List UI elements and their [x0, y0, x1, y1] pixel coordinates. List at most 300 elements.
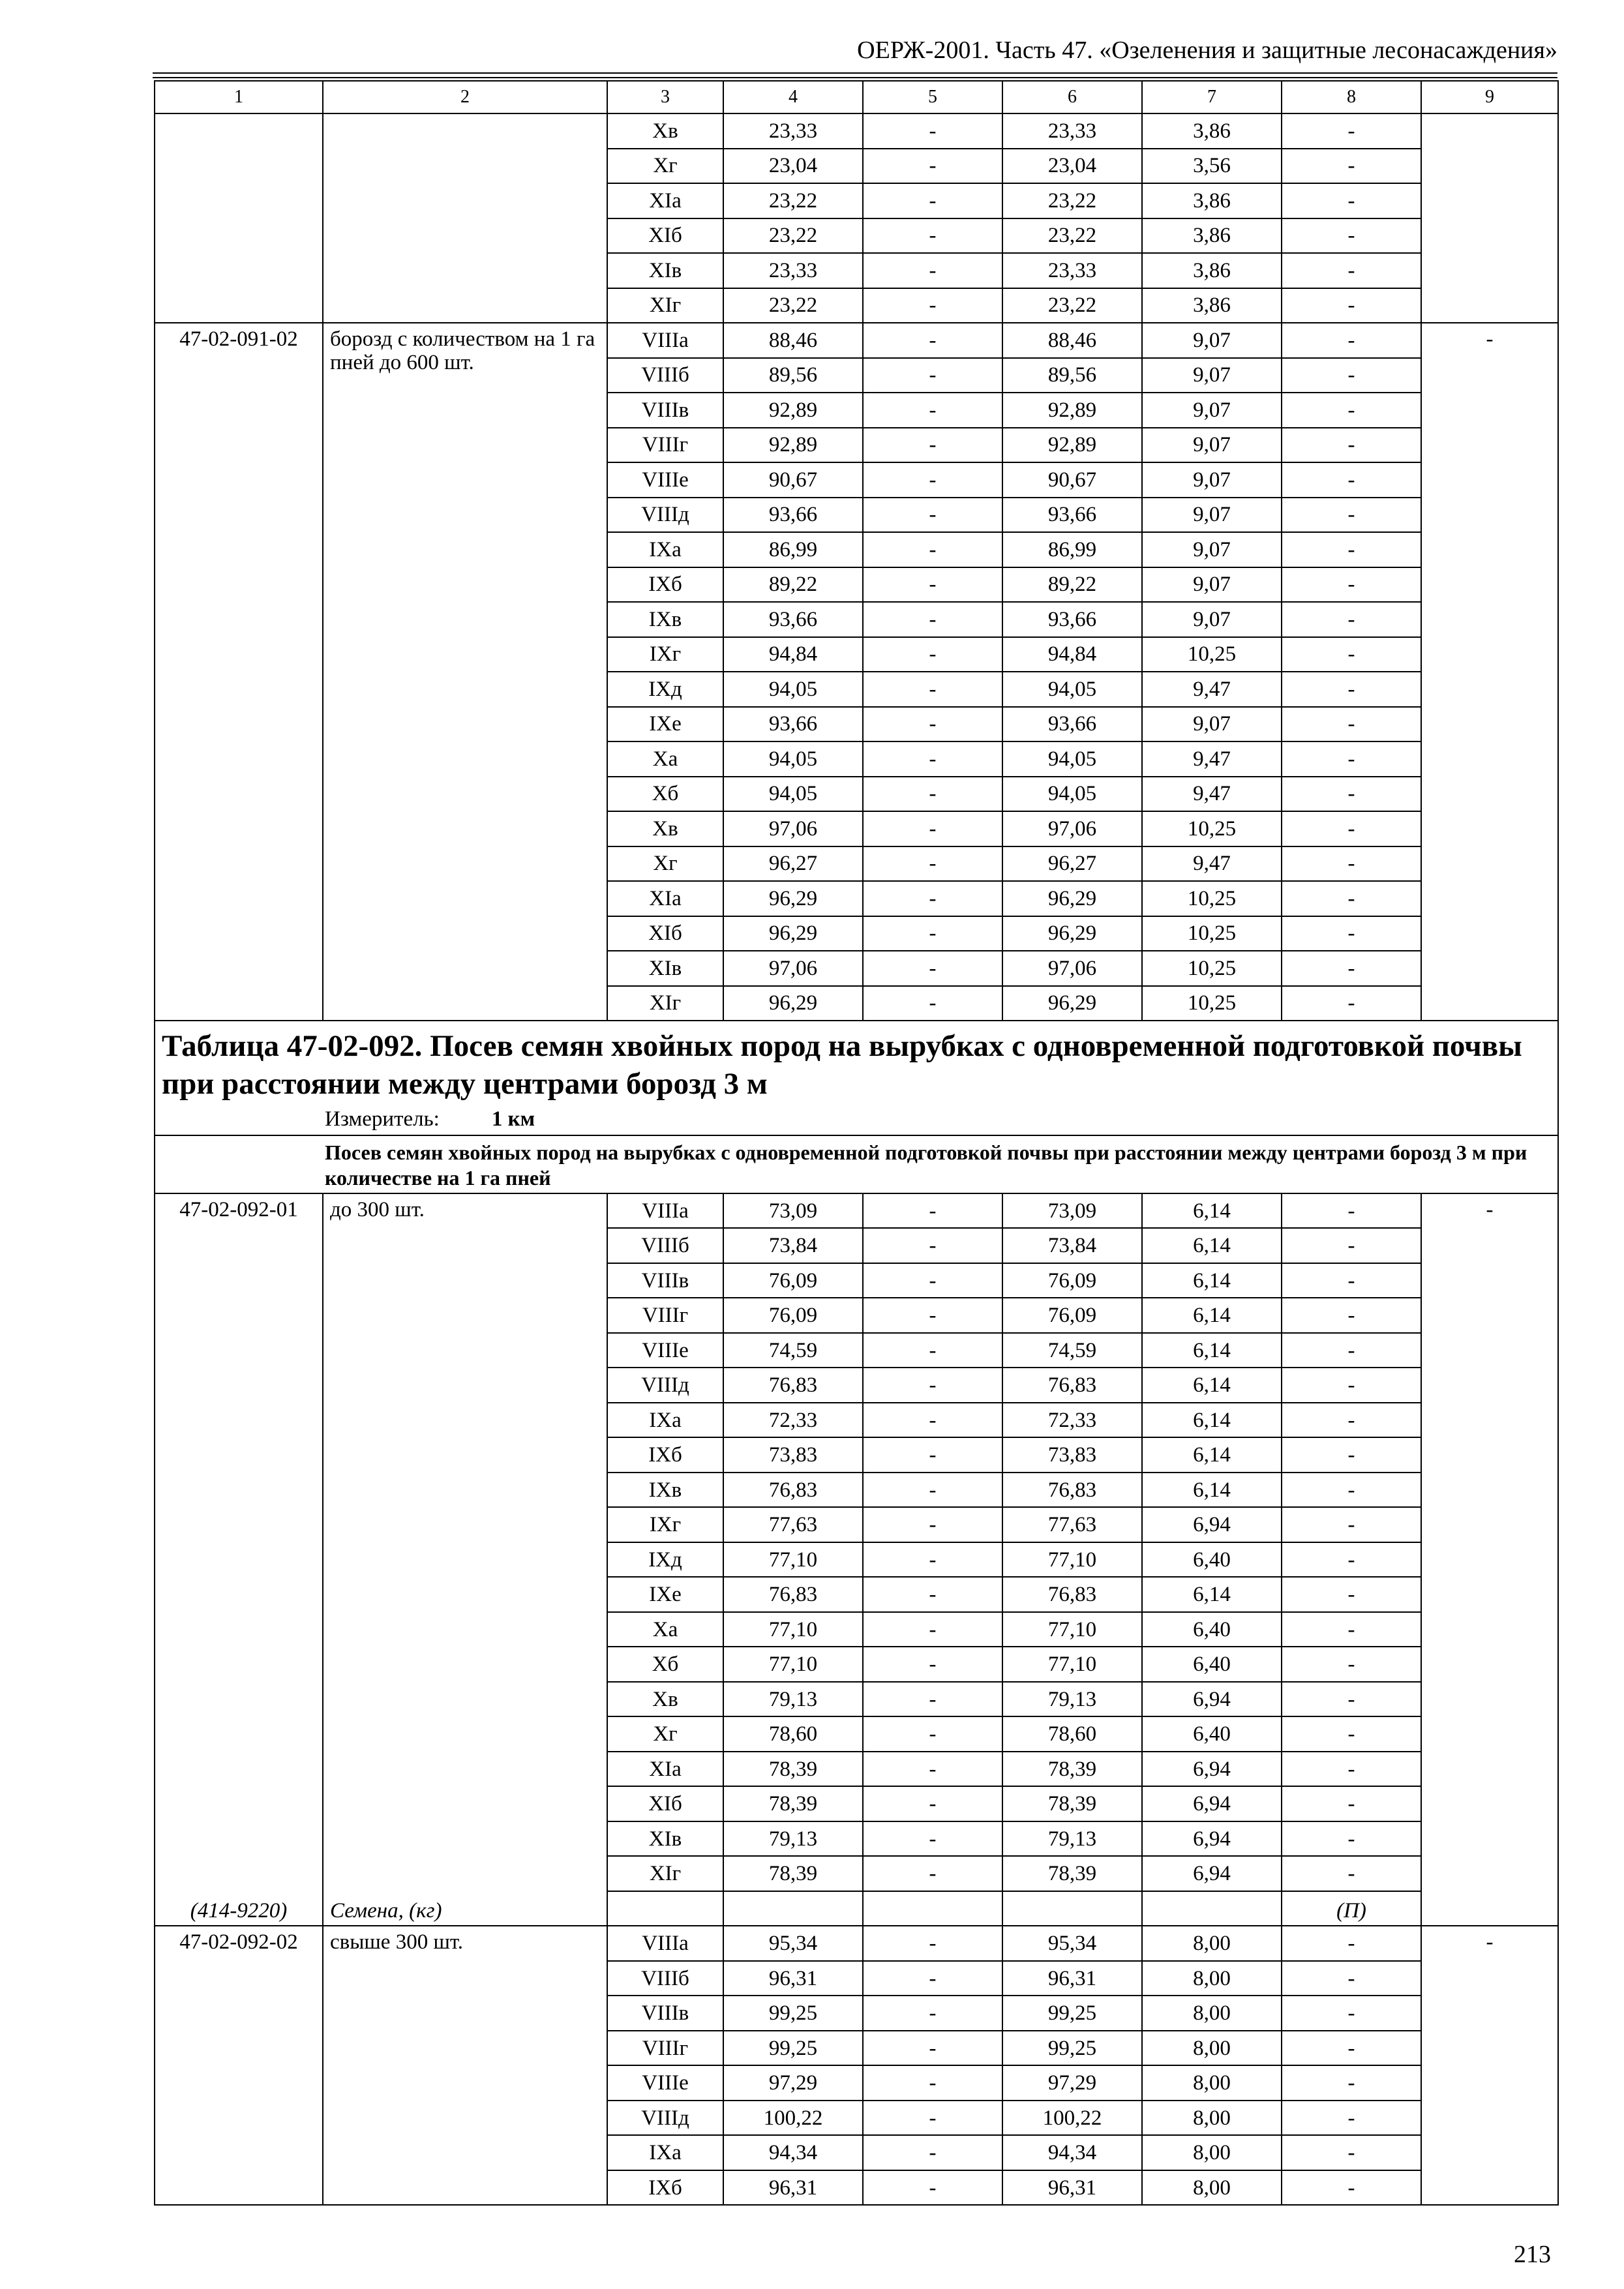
header-rule — [153, 77, 1557, 78]
value-cell: - — [863, 1961, 1002, 1996]
value-cell: 100,22 — [1002, 2101, 1142, 2136]
col9-cell — [1421, 113, 1558, 323]
value-cell: - — [863, 1403, 1002, 1438]
table-row — [155, 323, 1558, 358]
value-cell: - — [863, 498, 1002, 533]
value-cell: 10,25 — [1142, 951, 1282, 986]
material-name: Семена, (кг) — [330, 1899, 442, 1923]
value-cell: 8,00 — [1142, 2101, 1282, 2136]
value-cell: 6,40 — [1142, 1716, 1282, 1752]
value-cell: 9,07 — [1142, 323, 1282, 358]
value-cell: 76,83 — [723, 1473, 863, 1508]
table-row — [155, 113, 1558, 149]
value-cell: - — [1282, 1333, 1421, 1368]
value-cell: 9,07 — [1142, 532, 1282, 567]
table-row — [155, 1926, 1558, 1961]
value-cell: - — [1282, 393, 1421, 428]
table-row — [155, 1193, 1558, 1229]
value-cell: - — [1282, 672, 1421, 707]
zone-cell: Хб — [607, 777, 723, 812]
value-cell: - — [863, 811, 1002, 846]
value-cell: - — [1282, 1368, 1421, 1403]
value-cell: - — [1282, 1647, 1421, 1682]
value-cell: - — [863, 532, 1002, 567]
value-cell: 10,25 — [1142, 986, 1282, 1021]
measure-line — [162, 1106, 1551, 1133]
value-cell: 23,33 — [723, 253, 863, 288]
value-cell: 79,13 — [723, 1821, 863, 1857]
value-cell: - — [1282, 323, 1421, 358]
value-cell: - — [863, 2101, 1002, 2136]
value-cell: - — [1282, 2135, 1421, 2170]
value-cell: - — [863, 1437, 1002, 1473]
value-cell: 76,09 — [1002, 1298, 1142, 1333]
value-cell: - — [1282, 777, 1421, 812]
value-cell: 10,25 — [1142, 637, 1282, 672]
zone-cell: IХе — [607, 707, 723, 742]
value-cell: 92,89 — [1002, 428, 1142, 463]
value-cell: - — [863, 358, 1002, 393]
value-cell: - — [1282, 741, 1421, 777]
value-cell: 8,00 — [1142, 2065, 1282, 2101]
value-cell: - — [1282, 1193, 1421, 1229]
value-cell: - — [863, 183, 1002, 218]
value-cell: 23,22 — [723, 183, 863, 218]
value-cell: 76,83 — [723, 1577, 863, 1612]
zone-cell: ХIг — [607, 1856, 723, 1891]
value-cell: 9,07 — [1142, 498, 1282, 533]
value-cell: 94,34 — [723, 2135, 863, 2170]
zone-cell: IХд — [607, 1542, 723, 1578]
zone-cell: VIIIа — [607, 1926, 723, 1961]
rate-description: свыше 300 шт. — [323, 1926, 607, 2205]
zone-cell: Ха — [607, 741, 723, 777]
value-cell: - — [1282, 1437, 1421, 1473]
value-cell: 3,86 — [1142, 113, 1282, 149]
value-cell: - — [863, 916, 1002, 951]
value-cell: 97,29 — [723, 2065, 863, 2101]
value-cell: 8,00 — [1142, 2170, 1282, 2206]
value-cell: 23,22 — [723, 288, 863, 323]
value-cell: 79,13 — [1002, 1682, 1142, 1717]
value-cell: 76,83 — [1002, 1473, 1142, 1508]
value-cell: 78,39 — [1002, 1856, 1142, 1891]
value-cell — [1142, 1891, 1282, 1926]
column-numbers-row — [155, 81, 1558, 113]
value-cell: - — [863, 1193, 1002, 1229]
value-cell: 9,07 — [1142, 428, 1282, 463]
value-cell: 96,31 — [1002, 2170, 1142, 2206]
section-desc-row — [155, 1135, 1558, 1193]
zone-cell: IХг — [607, 1507, 723, 1542]
value-cell: 72,33 — [723, 1403, 863, 1438]
value-cell: 76,09 — [723, 1263, 863, 1298]
value-cell: - — [863, 323, 1002, 358]
value-cell: 6,14 — [1142, 1577, 1282, 1612]
value-cell: - — [863, 428, 1002, 463]
value-cell: 96,31 — [1002, 1961, 1142, 1996]
value-cell: - — [863, 2170, 1002, 2206]
value-cell: - — [863, 1368, 1002, 1403]
value-cell: - — [863, 672, 1002, 707]
value-cell: 92,89 — [723, 428, 863, 463]
value-cell: - — [863, 1542, 1002, 1578]
value-cell: - — [863, 1507, 1002, 1542]
value-cell: 86,99 — [723, 532, 863, 567]
value-cell: 9,07 — [1142, 707, 1282, 742]
value-cell: - — [1282, 1961, 1421, 1996]
zone-cell: VIIIг — [607, 2031, 723, 2066]
zone-cell: Хб — [607, 1647, 723, 1682]
value-cell: 90,67 — [723, 462, 863, 498]
value-cell: - — [863, 777, 1002, 812]
zone-cell: IХа — [607, 2135, 723, 2170]
value-cell: 9,47 — [1142, 672, 1282, 707]
value-cell: 94,05 — [1002, 777, 1142, 812]
value-cell: 99,25 — [1002, 1996, 1142, 2031]
value-cell: - — [1282, 462, 1421, 498]
zone-cell: ХIв — [607, 1821, 723, 1857]
header-rule — [153, 72, 1557, 74]
col-number: 3 — [607, 81, 723, 113]
value-cell: 78,39 — [723, 1752, 863, 1787]
value-cell: 79,13 — [1002, 1821, 1142, 1857]
value-cell: 89,22 — [1002, 567, 1142, 603]
zone-cell: VIIIг — [607, 428, 723, 463]
value-cell: - — [863, 113, 1002, 149]
zone-cell: ХIв — [607, 951, 723, 986]
value-cell: 95,34 — [723, 1926, 863, 1961]
value-cell: 8,00 — [1142, 1926, 1282, 1961]
value-cell: - — [1282, 1996, 1421, 2031]
value-cell: 96,29 — [1002, 881, 1142, 916]
value-cell: 6,94 — [1142, 1507, 1282, 1542]
value-cell: 77,63 — [723, 1507, 863, 1542]
value-cell: - — [1282, 602, 1421, 637]
zone-cell: IХб — [607, 1437, 723, 1473]
value-cell: 96,29 — [1002, 986, 1142, 1021]
value-cell: - — [1282, 567, 1421, 603]
value-cell: 94,34 — [1002, 2135, 1142, 2170]
value-cell: 8,00 — [1142, 2031, 1282, 2066]
value-cell: - — [1282, 1473, 1421, 1508]
value-cell: 23,22 — [723, 218, 863, 254]
value-cell: - — [863, 253, 1002, 288]
value-cell: - — [863, 2031, 1002, 2066]
value-cell: 100,22 — [723, 2101, 863, 2136]
zone-cell: VIIIд — [607, 498, 723, 533]
rate-code: 47-02-092-02 — [155, 1926, 323, 2205]
zone-cell: ХIа — [607, 881, 723, 916]
value-cell: 3,86 — [1142, 218, 1282, 254]
value-cell: 77,10 — [723, 1647, 863, 1682]
value-cell: 79,13 — [723, 1682, 863, 1717]
value-cell: 3,56 — [1142, 149, 1282, 184]
value-cell: 92,89 — [1002, 393, 1142, 428]
value-cell: 9,07 — [1142, 393, 1282, 428]
value-cell: 94,05 — [1002, 741, 1142, 777]
value-cell: 6,14 — [1142, 1263, 1282, 1298]
value-cell: - — [863, 1647, 1002, 1682]
value-cell: - — [1282, 707, 1421, 742]
value-cell: 94,05 — [723, 672, 863, 707]
value-cell: - — [863, 2065, 1002, 2101]
zone-cell: IХв — [607, 602, 723, 637]
zone-cell: IХе — [607, 1577, 723, 1612]
rate-description — [323, 113, 607, 323]
value-cell: 10,25 — [1142, 881, 1282, 916]
value-cell: 6,14 — [1142, 1437, 1282, 1473]
value-cell: - — [863, 602, 1002, 637]
zone-cell: VIIIа — [607, 1193, 723, 1229]
value-cell: 97,06 — [723, 951, 863, 986]
value-cell: 89,56 — [723, 358, 863, 393]
value-cell: 10,25 — [1142, 811, 1282, 846]
value-cell: 73,84 — [723, 1228, 863, 1263]
material-unit: (П) — [1282, 1891, 1421, 1926]
value-cell: 77,10 — [723, 1612, 863, 1647]
value-cell: 96,29 — [723, 881, 863, 916]
zone-cell: IХв — [607, 1473, 723, 1508]
value-cell: 86,99 — [1002, 532, 1142, 567]
value-cell: - — [1282, 1263, 1421, 1298]
rates-table — [154, 80, 1559, 2206]
col9-cell: - — [1421, 323, 1558, 1021]
value-cell: - — [863, 1263, 1002, 1298]
zone-cell: ХIа — [607, 183, 723, 218]
zone-cell: IХа — [607, 1403, 723, 1438]
col-number: 6 — [1002, 81, 1142, 113]
value-cell: - — [1282, 986, 1421, 1021]
zone-cell: IХа — [607, 532, 723, 567]
zone-cell: Хв — [607, 811, 723, 846]
running-title: ОЕРЖ-2001. Часть 47. «Озеленения и защитные лесонасаждения» — [857, 37, 1557, 64]
zone-cell: Хг — [607, 846, 723, 882]
value-cell: 78,39 — [723, 1786, 863, 1821]
value-cell: - — [863, 567, 1002, 603]
rate-code: 47-02-092-01 — [179, 1197, 298, 1221]
value-cell: - — [1282, 358, 1421, 393]
value-cell: - — [863, 707, 1002, 742]
value-cell: 23,22 — [1002, 288, 1142, 323]
value-cell: - — [1282, 1228, 1421, 1263]
value-cell: - — [1282, 1821, 1421, 1857]
value-cell: - — [1282, 951, 1421, 986]
value-cell: 23,33 — [1002, 113, 1142, 149]
col-number: 5 — [863, 81, 1002, 113]
value-cell: - — [1282, 253, 1421, 288]
value-cell: - — [1282, 1507, 1421, 1542]
value-cell: 78,39 — [1002, 1752, 1142, 1787]
value-cell: - — [863, 1752, 1002, 1787]
value-cell: 6,14 — [1142, 1473, 1282, 1508]
value-cell: 77,10 — [723, 1542, 863, 1578]
value-cell: - — [863, 1996, 1002, 2031]
value-cell: - — [863, 1926, 1002, 1961]
value-cell: - — [1282, 1716, 1421, 1752]
value-cell: 89,56 — [1002, 358, 1142, 393]
value-cell: - — [1282, 881, 1421, 916]
zone-cell: ХIг — [607, 288, 723, 323]
col-number: 8 — [1282, 81, 1421, 113]
value-cell: 88,46 — [1002, 323, 1142, 358]
zone-cell: Хг — [607, 149, 723, 184]
value-cell: 6,40 — [1142, 1542, 1282, 1578]
value-cell — [723, 1891, 863, 1926]
value-cell: 9,07 — [1142, 602, 1282, 637]
zone-cell: ХIб — [607, 218, 723, 254]
value-cell: - — [863, 462, 1002, 498]
value-cell: 96,29 — [723, 986, 863, 1021]
value-cell: 77,10 — [1002, 1647, 1142, 1682]
zone-cell: IХд — [607, 672, 723, 707]
value-cell: - — [863, 1786, 1002, 1821]
value-cell: 77,63 — [1002, 1507, 1142, 1542]
value-cell: 97,06 — [1002, 951, 1142, 986]
value-cell: 23,22 — [1002, 218, 1142, 254]
value-cell: - — [1282, 811, 1421, 846]
value-cell: - — [863, 1682, 1002, 1717]
zone-cell: VIIIб — [607, 1961, 723, 1996]
rate-description: до 300 шт. — [330, 1197, 425, 1221]
value-cell: - — [863, 2135, 1002, 2170]
value-cell: 23,33 — [723, 113, 863, 149]
value-cell: 6,14 — [1142, 1333, 1282, 1368]
value-cell: 72,33 — [1002, 1403, 1142, 1438]
value-cell: 99,25 — [1002, 2031, 1142, 2066]
value-cell: 23,04 — [1002, 149, 1142, 184]
value-cell: 6,94 — [1142, 1856, 1282, 1891]
value-cell — [1002, 1891, 1142, 1926]
value-cell: - — [863, 393, 1002, 428]
value-cell: 9,47 — [1142, 777, 1282, 812]
zone-cell: ХIб — [607, 916, 723, 951]
value-cell: - — [863, 637, 1002, 672]
value-cell: 92,89 — [723, 393, 863, 428]
value-cell: - — [1282, 532, 1421, 567]
value-cell: 94,05 — [1002, 672, 1142, 707]
zone-cell: VIIIд — [607, 1368, 723, 1403]
zone-cell: ХIб — [607, 1786, 723, 1821]
value-cell: - — [1282, 149, 1421, 184]
value-cell: - — [1282, 498, 1421, 533]
value-cell: 74,59 — [723, 1333, 863, 1368]
value-cell: 93,66 — [1002, 602, 1142, 637]
value-cell: 6,94 — [1142, 1821, 1282, 1857]
zone-cell: IХг — [607, 637, 723, 672]
table-title-row — [155, 1021, 1558, 1135]
value-cell: 93,66 — [723, 602, 863, 637]
value-cell: 77,10 — [1002, 1542, 1142, 1578]
value-cell: 10,25 — [1142, 916, 1282, 951]
value-cell: 73,83 — [723, 1437, 863, 1473]
value-cell: 96,29 — [723, 916, 863, 951]
zone-cell: ХIв — [607, 253, 723, 288]
value-cell: 6,14 — [1142, 1368, 1282, 1403]
rate-code — [155, 113, 323, 323]
zone-cell: VIIIа — [607, 323, 723, 358]
value-cell: - — [1282, 916, 1421, 951]
value-cell: 96,29 — [1002, 916, 1142, 951]
value-cell: 78,60 — [1002, 1716, 1142, 1752]
value-cell: 9,47 — [1142, 741, 1282, 777]
value-cell: 94,84 — [1002, 637, 1142, 672]
value-cell: 23,33 — [1002, 253, 1142, 288]
rate-code: 47-02-091-02 — [155, 323, 323, 1021]
value-cell: - — [863, 986, 1002, 1021]
value-cell: 8,00 — [1142, 1996, 1282, 2031]
value-cell: 6,14 — [1142, 1298, 1282, 1333]
value-cell: 73,09 — [1002, 1193, 1142, 1229]
value-cell: - — [1282, 846, 1421, 882]
value-cell — [607, 1891, 723, 1926]
measure-value: 1 км — [491, 1107, 535, 1131]
zone-cell: VIIIв — [607, 1263, 723, 1298]
value-cell: - — [863, 741, 1002, 777]
value-cell: - — [1282, 1752, 1421, 1787]
zone-cell: VIIIе — [607, 1333, 723, 1368]
value-cell: 96,31 — [723, 2170, 863, 2206]
value-cell: - — [863, 846, 1002, 882]
col-number: 7 — [1142, 81, 1282, 113]
value-cell: - — [1282, 1926, 1421, 1961]
value-cell: - — [863, 1473, 1002, 1508]
rate-description: борозд с количеством на 1 га пней до 600 шт. — [323, 323, 607, 1021]
value-cell: 78,60 — [723, 1716, 863, 1752]
rate-description — [323, 1193, 607, 1926]
value-cell: 77,10 — [1002, 1612, 1142, 1647]
value-cell: 97,06 — [1002, 811, 1142, 846]
value-cell: 74,59 — [1002, 1333, 1142, 1368]
page-number: 213 — [1514, 2241, 1551, 2268]
zone-cell: VIIIд — [607, 2101, 723, 2136]
value-cell: - — [863, 881, 1002, 916]
value-cell: 9,07 — [1142, 567, 1282, 603]
value-cell: 6,14 — [1142, 1193, 1282, 1229]
value-cell — [863, 1891, 1002, 1926]
col-number: 4 — [723, 81, 863, 113]
value-cell: 95,34 — [1002, 1926, 1142, 1961]
value-cell: - — [863, 1612, 1002, 1647]
value-cell: - — [863, 1298, 1002, 1333]
value-cell: 94,05 — [723, 741, 863, 777]
value-cell: 76,83 — [1002, 1368, 1142, 1403]
value-cell: - — [1282, 1542, 1421, 1578]
value-cell: 96,27 — [723, 846, 863, 882]
table-title: Таблица 47-02-092. Посев семян хвойных пород на вырубках с одновременной подготовкой почвы при расстоянии между центрами борозд 3 м — [162, 1029, 1522, 1101]
value-cell: - — [1282, 183, 1421, 218]
zone-cell: IХб — [607, 2170, 723, 2206]
col-number: 1 — [155, 81, 323, 113]
col-number: 9 — [1421, 81, 1558, 113]
value-cell: - — [1282, 1786, 1421, 1821]
zone-cell: IХб — [607, 567, 723, 603]
zone-cell: ХIг — [607, 986, 723, 1021]
value-cell: - — [1282, 2170, 1421, 2206]
value-cell: 76,09 — [723, 1298, 863, 1333]
value-cell: 6,94 — [1142, 1752, 1282, 1787]
value-cell: 8,00 — [1142, 2135, 1282, 2170]
zone-cell: VIIIв — [607, 1996, 723, 2031]
value-cell: - — [1282, 2031, 1421, 2066]
value-cell: 76,09 — [1002, 1263, 1142, 1298]
col9-cell: - — [1421, 1193, 1558, 1926]
value-cell: - — [1282, 637, 1421, 672]
zone-cell: VIIIб — [607, 358, 723, 393]
zone-cell: VIIIг — [607, 1298, 723, 1333]
value-cell: 76,83 — [723, 1368, 863, 1403]
value-cell: - — [863, 288, 1002, 323]
